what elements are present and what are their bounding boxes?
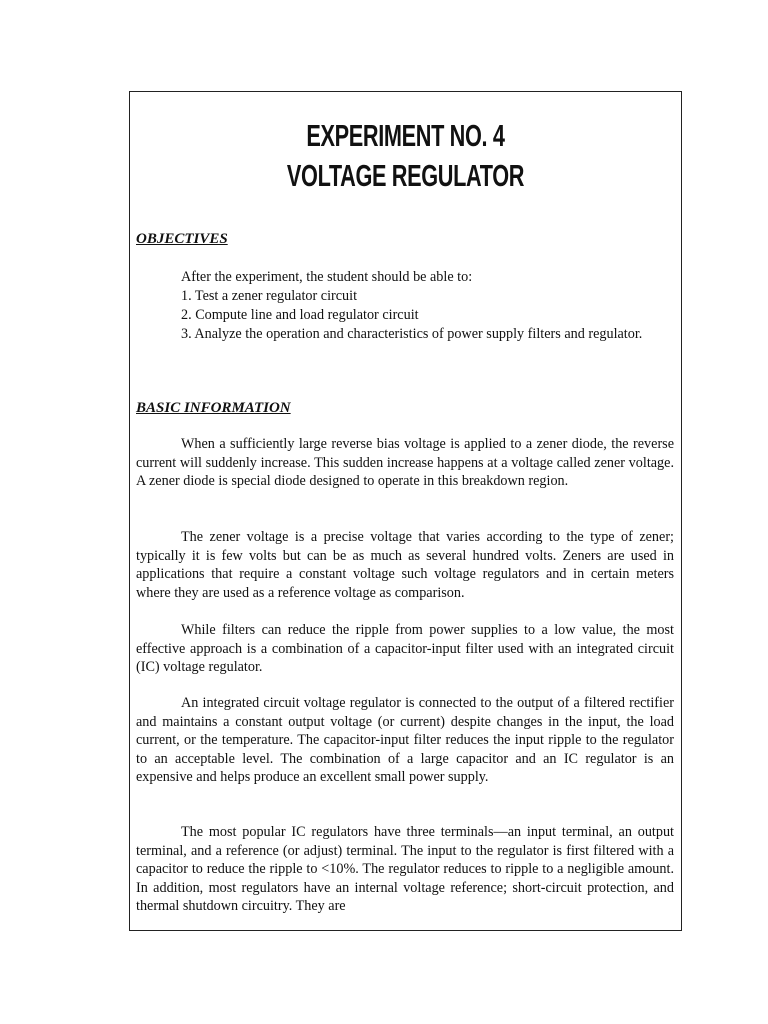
body-paragraph: The zener voltage is a precise voltage that varies according to the type of zener; typically it is few volts but can be as much as several hundred volts. Zeners are used in applications that require a constant voltage such voltage regulators and in certain meters where they are used as a reference voltage as comparison. bbox=[136, 529, 674, 601]
body-paragraph: An integrated circuit voltage regulator is connected to the output of a filtered rectifier and maintains a constant output voltage (or current) despite changes in the input, the load current, or the temperature. The capacitor-input filter reduces the input ripple to the regulator to an acceptable level. The combination of a large capacitor and an IC regulator is an expensive and helps produce an excellent small power supply. bbox=[136, 695, 674, 786]
objectives-intro: After the experiment, the student should be able to: bbox=[181, 269, 473, 285]
experiment-title: EXPERIMENT NO. 4 bbox=[306, 118, 505, 153]
experiment-subtitle: VOLTAGE REGULATOR bbox=[286, 158, 525, 193]
objective-item: 3. Analyze the operation and characteristics of power supply filters and regulator. bbox=[181, 326, 643, 342]
body-paragraph: The most popular IC regulators have three terminals—an input terminal, an output terminal, and a reference (or adjust) terminal. The input to the regulator is first filtered with a capacitor to reduce the ripple to <10%. The regulator reduces to ripple to a negligible amount. In addition, most regulators have an internal voltage reference; short-circuit protection, and thermal shutdown circuitry. They are bbox=[136, 824, 674, 915]
objective-item: 1. Test a zener regulator circuit bbox=[181, 288, 358, 304]
document-page bbox=[129, 91, 682, 931]
title-block bbox=[130, 116, 681, 196]
objectives-list bbox=[181, 268, 669, 344]
objectives-heading: OBJECTIVES bbox=[136, 231, 228, 247]
basic-information-heading: BASIC INFORMATION bbox=[136, 400, 291, 416]
objective-item: 2. Compute line and load regulator circuit bbox=[181, 307, 419, 323]
body-paragraph: While filters can reduce the ripple from power supplies to a low value, the most effective approach is a combination of a capacitor-input filter used with an integrated circuit (IC) voltage regulator. bbox=[136, 622, 674, 676]
body-paragraph: When a sufficiently large reverse bias voltage is applied to a zener diode, the reverse current will suddenly increase. This sudden increase happens at a voltage called zener voltage. A zener diode is special diode designed to operate in this breakdown region. bbox=[136, 436, 674, 490]
